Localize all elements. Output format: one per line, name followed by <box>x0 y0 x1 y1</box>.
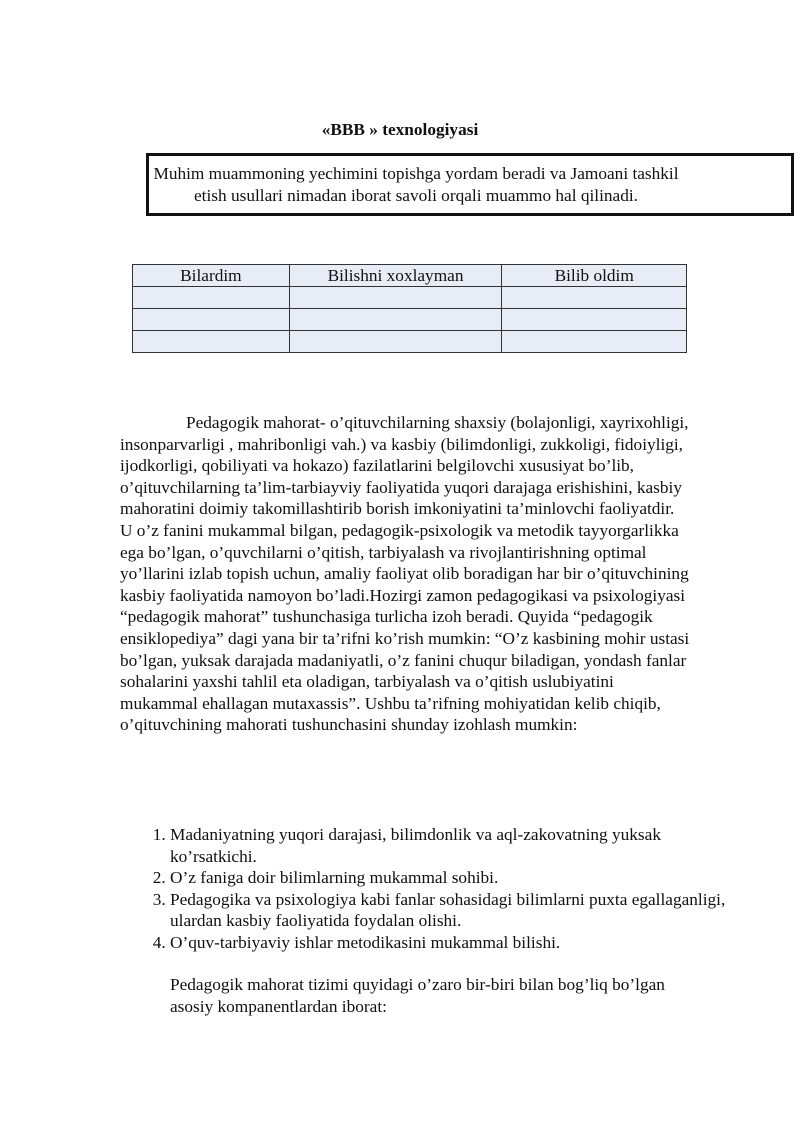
table-cell <box>289 309 502 331</box>
header-bilardim: Bilardim <box>133 265 290 287</box>
table-cell <box>289 331 502 353</box>
list-item: 4. O’quv-tarbiyaviy ishlar metodikasini mukammal bilishi. <box>170 932 740 954</box>
definition-text: Muhim muammoning yechimini topishga yordam beradi va Jamoani tashkil etish usullari nimadan iborat savoli orqali muammo hal qilinadi. <box>153 164 679 205</box>
list-item: 3. Pedagogika va psixologiya kabi fanlar sohasidagi bilimlarni puxta egallaganligi, ulardan kasbiy faoliyatida foydalan olishi. <box>170 889 740 932</box>
table-header-row <box>133 265 687 287</box>
kwl-table <box>132 264 687 353</box>
table-cell <box>133 309 290 331</box>
table-cell <box>502 331 687 353</box>
numbered-list <box>120 824 740 954</box>
header-bilib-oldim: Bilib oldim <box>502 265 687 287</box>
table-cell <box>133 331 290 353</box>
document-title: «BBB » texnologiyasi <box>321 120 479 139</box>
table-row <box>133 331 687 353</box>
body-paragraph: Pedagogik mahorat- o’qituvchilarning shaxsiy (bolajonligi, xayrixohligi, insonparvarligi , mahribonligi vah.) va kasbiy (bilimdonligi, zukkoligi, fidoiyligi, ijodkorligi, qobiliyati va hokazo) fazilatlarini belgilovchi xususiyat bo’lib, o’qituvchilarning ta’lim-tarbiayviy faoliyatida yuqori darajaga erishishini, kasbiy mahoratini doimiy takomillashtirib borish imkoniyatini ta’minlovchi faoliyatdir. U o’z fanini mukammal bilgan, pedagogik-psixologik va metodik tayyorgarlikka ega bo’lgan, o’quvchilarni o’qitish, tarbiyalash va rivojlantirishning optimal yo’llarini izlab topish uchun, amaliy faoliyat olib boradigan har bir o’qituvchining kasbiy faoliyatida namoyon bo’ladi.Hozirgi zamon pedagogikasi va psixologiyasi “pedagogik mahorat” tushunchasiga turlicha izoh beradi. Quyida “pedagogik ensiklopediya” dagi yana bir ta’rifni ko’rish mumkin: “O’z kasbining mohir ustasi bo’lgan, yuksak darajada madaniyatli, o’z fanini chuqur biladigan, yondash fanlar sohalarini yaxshi tahlil eta oladigan, tarbiyalash va o’qitish uslubiyatini mukammal ehallagan mutaxassis”. Ushbu ta’rifning mohiyatidan kelib chiqib, o’qituvchining mahorati tushunchasini shunday izohlash mumkin: <box>120 413 690 735</box>
table-cell <box>289 287 502 309</box>
closing-paragraph: Pedagogik mahorat tizimi quyidagi o’zaro bir-biri bilan bog’liq bo’lgan asosiy kompanentlardan iborat: <box>170 975 665 1016</box>
table-cell <box>502 309 687 331</box>
table-cell <box>133 287 290 309</box>
table-row <box>133 287 687 309</box>
list-item: 1. Madaniyatning yuqori darajasi, bilimdonlik va aql-zakovatning yuksak ko’rsatkichi. <box>170 824 740 867</box>
table-cell <box>502 287 687 309</box>
list-item: 2. O’z faniga doir bilimlarning mukammal sohibi. <box>170 867 740 889</box>
header-bilishni-xoxlayman: Bilishni xoxlayman <box>289 265 502 287</box>
table-row <box>133 309 687 331</box>
